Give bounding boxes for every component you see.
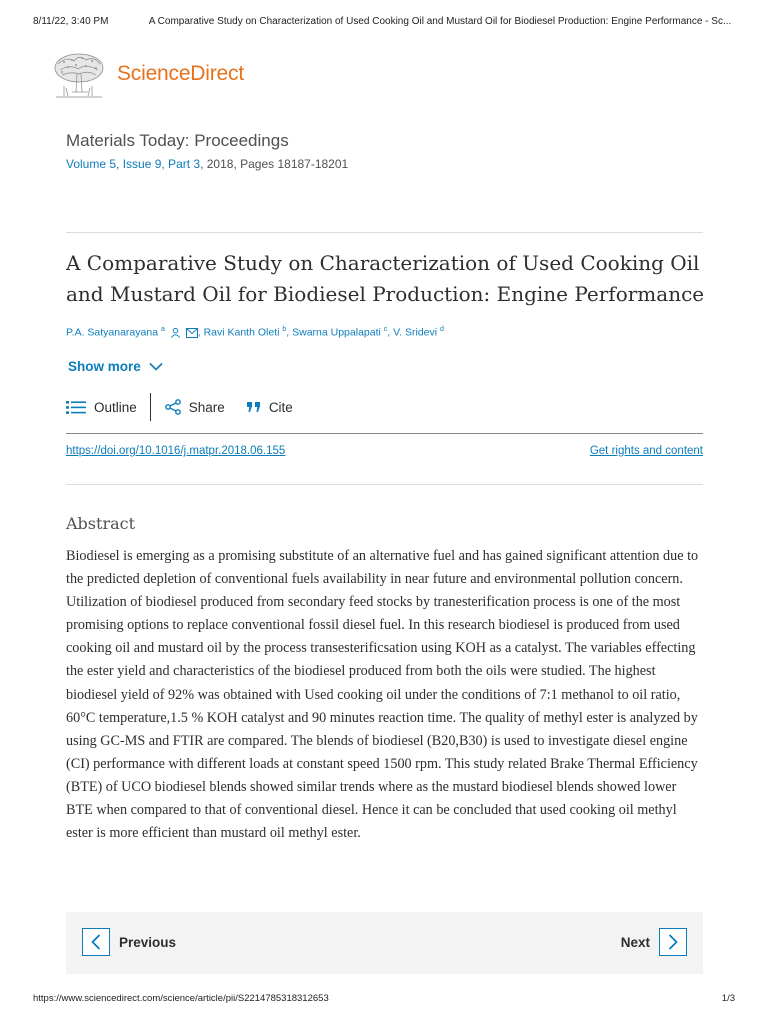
brand-name[interactable]: ScienceDirect bbox=[117, 62, 244, 85]
chevron-left-icon bbox=[82, 928, 110, 956]
show-more-label: Show more bbox=[68, 359, 141, 374]
divider bbox=[66, 232, 703, 233]
chevron-right-icon bbox=[659, 928, 687, 956]
doi-link[interactable]: https://doi.org/10.1016/j.matpr.2018.06.155 bbox=[66, 445, 286, 457]
show-more-button[interactable] bbox=[68, 359, 163, 374]
quote-icon bbox=[247, 401, 261, 413]
list-icon bbox=[66, 400, 86, 415]
previous-button[interactable] bbox=[82, 928, 176, 956]
next-label: Next bbox=[620, 934, 650, 950]
journal-volume-line bbox=[66, 157, 348, 171]
author-affiliation-sup[interactable]: b bbox=[282, 326, 287, 333]
chevron-down-icon bbox=[149, 359, 163, 374]
cite-label: Cite bbox=[268, 399, 293, 415]
author-link[interactable]: V. Sridevi bbox=[393, 326, 438, 339]
author-list: P.A. Satyanarayana $^a$ , Ravi Kanth Oleti $^b$, Swarna Uppalapati $^c$, V. Sridevi $^d$ bbox=[66, 326, 444, 339]
print-header bbox=[33, 16, 735, 27]
mail-icon[interactable] bbox=[186, 328, 198, 341]
print-url: https://www.sciencedirect.com/science/article/pii/S2214785318312653 bbox=[33, 993, 329, 1004]
print-page-title: A Comparative Study on Characterization of Used Cooking Oil and Mustard Oil for Biodiesel Production: Engine Performance - Sc... bbox=[148, 16, 732, 27]
previous-label: Previous bbox=[119, 934, 177, 950]
author-link[interactable]: P.A. Satyanarayana bbox=[66, 326, 159, 339]
share-button[interactable] bbox=[165, 399, 225, 415]
abstract-text: Biodiesel is emerging as a promising substitute of an alternative fuel and has gained significant attention due to the predicted depletion of conventional fuels availability in near future and environmental pollution concern. Utilization of biodiesel produced from secondary feed stocks by tranesterification process is one of the most promising options to replace conventional fossil diesel fuel. In this research biodiesel is produced from used cooking oil and mustard oil by the process transesterificsation using KOH as a catalyst. The variables effecting the ester yield and characteristics of the biodiesel produced from both the oils were studied. The highest biodiesel yield of 92% was obtained with Used cooking oil under the conditions of 7:1 methanol to oil ratio, 60°C temperature,1.5 % KOH catalyst and 90 minutes reaction time. The quality of methyl ester is analyzed by using GC-MS and FTIR are compared. The blends of biodiesel (B20,B30) is used to investigate diesel engine (CI) performance with different loads at constant speed 1500 rpm. This study related Brake Thermal Efficiency (BTE) of UCO biodiesel blends showed similar trends where as the mustard biodiesel blends showed lower BTE when compared to that of conventional diesel. Hence it can be concluded that used cooking oil methyl ester is more efficient than mustard oil methyl ester. bbox=[66, 548, 699, 842]
article-pagination bbox=[66, 912, 703, 974]
author-link[interactable]: Ravi Kanth Oleti bbox=[203, 326, 280, 339]
print-page-number: 1/3 bbox=[721, 993, 735, 1004]
journal-details: , 2018, Pages 18187-18201 bbox=[200, 157, 349, 171]
outline-label: Outline bbox=[94, 399, 137, 415]
toolbar-divider bbox=[150, 393, 151, 421]
print-footer bbox=[33, 993, 735, 1004]
issue-link[interactable]: Volume 5, Issue 9, Part 3 bbox=[66, 157, 201, 171]
person-icon[interactable] bbox=[170, 327, 181, 341]
cite-button[interactable] bbox=[247, 400, 293, 415]
print-datetime: 8/11/22, 3:40 PM bbox=[33, 16, 109, 27]
abstract-heading: Abstract bbox=[66, 514, 136, 533]
journal-name[interactable]: Materials Today: Proceedings bbox=[66, 131, 289, 150]
article-title: A Comparative Study on Characterization of Used Cooking Oil and Mustard Oil for Biodiesel Production: Engine Performance bbox=[66, 251, 705, 306]
author-affiliation-sup[interactable]: c bbox=[383, 326, 388, 333]
divider bbox=[66, 484, 703, 485]
outline-button[interactable] bbox=[66, 400, 137, 415]
rights-link[interactable]: Get rights and content bbox=[589, 445, 703, 457]
next-button[interactable] bbox=[621, 928, 687, 956]
article-toolbar bbox=[66, 393, 293, 421]
share-label: Share bbox=[188, 399, 225, 415]
divider bbox=[66, 433, 703, 434]
author-link[interactable]: Swarna Uppalapati bbox=[292, 326, 381, 339]
elsevier-tree-icon[interactable] bbox=[52, 52, 106, 100]
share-icon bbox=[165, 399, 181, 415]
author-affiliation-sup[interactable]: a bbox=[160, 326, 165, 333]
author-affiliation-sup[interactable]: d bbox=[440, 326, 444, 333]
